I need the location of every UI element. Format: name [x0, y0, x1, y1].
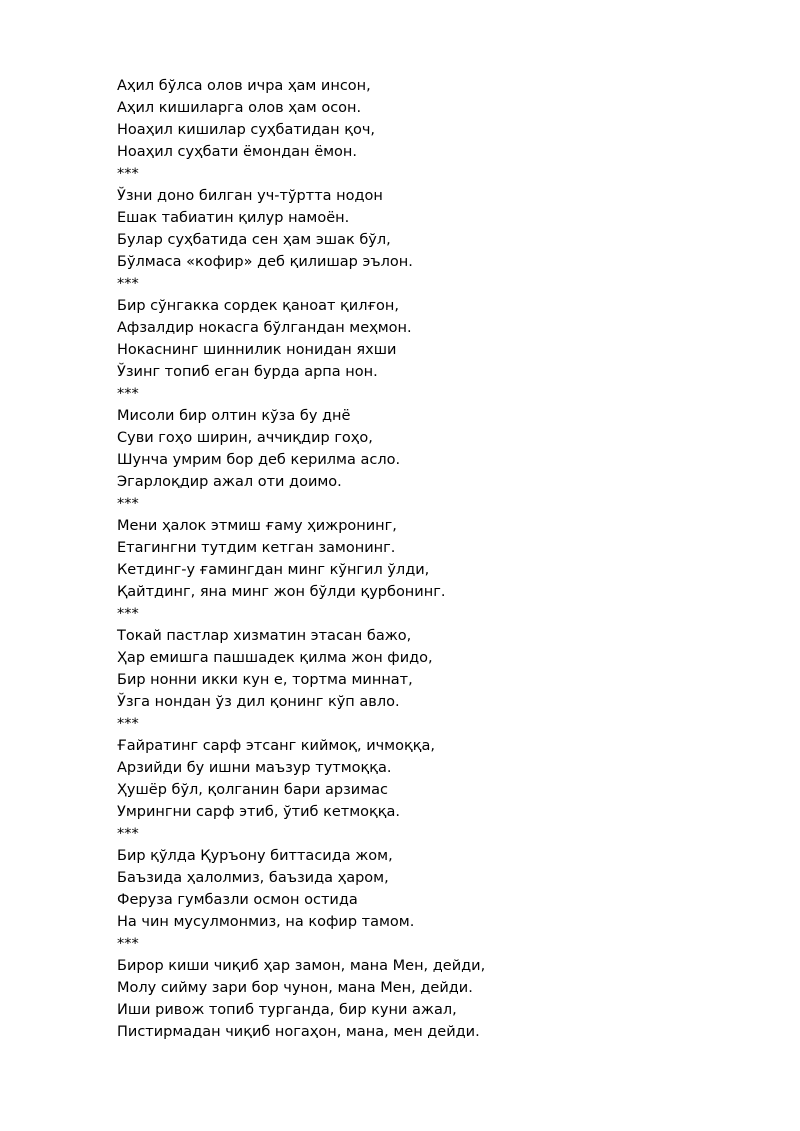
poem-line: Мени ҳалок этмиш ғаму ҳижронинг, — [117, 518, 397, 534]
poem-text — [117, 75, 757, 1043]
poem-line: Ўзга нондан ўз дил қонинг кўп авло. — [117, 694, 400, 710]
poem-line: Умрингни сарф этиб, ўтиб кетмоққа. — [117, 804, 401, 820]
poem-line: На чин мусулмонмиз, на кофир тамом. — [117, 914, 415, 930]
poem-line: Молу сийму зари бор чунон, мана Мен, дейди. — [117, 980, 473, 996]
poem-line: Арзийди бу ишни маъзур тутмоққа. — [117, 760, 392, 776]
poem-line: Шунча умрим бор деб керилма асло. — [117, 452, 401, 468]
poem-line: Суви гоҳо ширин, аччиқдир гоҳо, — [117, 430, 373, 446]
poem-line: Ҳар емишга пашшадек қилма жон фидо, — [117, 650, 433, 666]
poem-line: Кетдинг-у ғамингдан минг кўнгил ўлди, — [117, 562, 430, 578]
poem-line: Ўзинг топиб еган бурда арпа нон. — [117, 364, 378, 380]
poem-line: Бир қўлда Қуръону биттасида жом, — [117, 848, 393, 864]
poem-line: Ҳушёр бўл, қолганин бари арзимас — [117, 782, 389, 798]
poem-line: Токай пастлар хизматин этасан бажо, — [117, 628, 412, 644]
stanza-separator: *** — [117, 166, 139, 182]
stanza-separator: *** — [117, 276, 139, 292]
poem-line: Бир нонни икки кун е, тортма миннат, — [117, 672, 413, 688]
poem-line: Пистирмадан чиқиб ногаҳон, мана, мен дейди. — [117, 1024, 480, 1040]
poem-line: Ноаҳил кишилар суҳбатидан қоч, — [117, 122, 376, 138]
poem-line: Булар суҳбатида сен ҳам эшак бўл, — [117, 232, 391, 248]
poem-line: Баъзида ҳалолмиз, баъзида ҳаром, — [117, 870, 389, 886]
stanza-separator: *** — [117, 936, 139, 952]
poem-line: Ноаҳил суҳбати ёмондан ёмон. — [117, 144, 358, 160]
poem-line: Бир сўнгакка сордек қаноат қилғон, — [117, 298, 399, 314]
poem-line: Ғайратинг сарф этсанг киймоқ, ичмоққа, — [117, 738, 436, 754]
poem-line: Феруза гумбазли осмон остида — [117, 892, 358, 908]
poem-line: Аҳил кишиларга олов ҳам осон. — [117, 100, 362, 116]
poem-line: Иши ривож топиб турганда, бир куни ажал, — [117, 1002, 457, 1018]
stanza-separator: *** — [117, 386, 139, 402]
poem-line: Бўлмаса «кофир» деб қилишар эълон. — [117, 254, 413, 270]
poem-line: Аҳил бўлса олов ичра ҳам инсон, — [117, 78, 371, 94]
poem-line: Нокаснинг шиннилик нонидан яхши — [117, 342, 397, 358]
poem-line: Етагингни тутдим кетган замонинг. — [117, 540, 396, 556]
poem-line: Қайтдинг, яна минг жон бўлди қурбонинг. — [117, 584, 446, 600]
stanza-separator: *** — [117, 826, 139, 842]
poem-line: Бирор киши чиқиб ҳар замон, мана Мен, дейди, — [117, 958, 486, 974]
poem-line: Ешак табиатин қилур намоён. — [117, 210, 350, 226]
stanza-separator: *** — [117, 496, 139, 512]
stanza-separator: *** — [117, 606, 139, 622]
poem-line: Эгарлоқдир ажал оти доимо. — [117, 474, 342, 490]
poem-line: Афзалдир нокасга бўлгандан меҳмон. — [117, 320, 412, 336]
poem-line: Ўзни доно билган уч-тўртта нодон — [117, 188, 383, 204]
poem-line: Мисоли бир олтин кўза бу днё — [117, 408, 351, 424]
stanza-separator: *** — [117, 716, 139, 732]
